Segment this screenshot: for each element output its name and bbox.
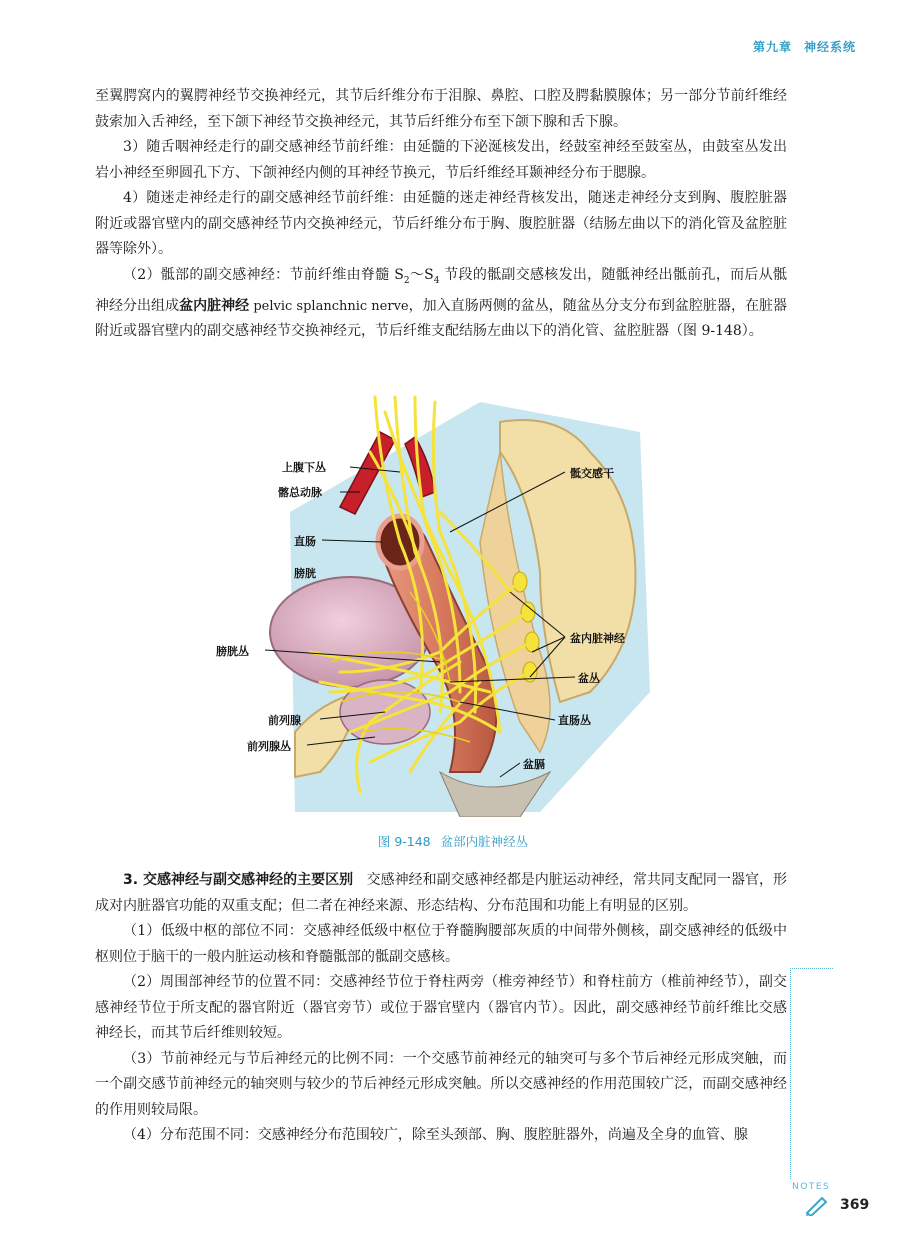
pelvic-plexus-illustration [210,392,700,817]
paragraph [95,263,787,345]
notes-label: NOTES [792,1182,831,1192]
figure-caption [0,832,906,850]
list-item: （2）周围部神经节的位置不同：交感神经节位于脊柱两旁（椎旁神经节）和脊柱前方（椎前神经节），副交感神经节位于所支配的器官附近（器官旁节）或位于器官壁内（器官内节）。因此，副交感神经节前纤维比交感神经长，而其节后纤维则较短。 [95,974,787,1041]
label-vesical-plexus: 膀胱丛 [216,645,249,658]
label-prostatic-plexus: 前列腺丛 [247,740,291,753]
text-run: ～S [409,266,434,283]
label-pelvic-plexus: 盆丛 [578,672,600,685]
subscript: 4 [433,275,440,286]
key-term: 盆内脏神经 [179,297,250,314]
paragraph: 4）随迷走神经走行的副交感神经节前纤维：由延髓的迷走神经背核发出，随迷走神经分支到胸、腹腔脏器附近或器官壁内的副交感神经节内交换神经元，节后纤维分布于胸、腹腔脏器（结肠左曲以下的消化管及盆腔脏器等除外）。 [95,190,787,257]
subscript: 2 [403,275,410,286]
list-item: （4）分布范围不同：交感神经分布范围较广，除至头颈部、胸、腹腔脏器外，尚遍及全身的血管、腺 [123,1127,748,1143]
label-rectal-plexus: 直肠丛 [558,714,591,727]
paragraph: 3）随舌咽神经走行的副交感神经节前纤维：由延髓的下泌涎核发出，经鼓室神经至鼓室丛，由鼓室丛发出岩小神经至卵圆孔下方、下颌神经内侧的耳神经节换元，节后纤维经耳颞神经分布于腮腺。 [95,139,787,181]
text-run: （2）骶部的副交感神经：节前纤维由脊髓 S [123,266,404,283]
label-rectum: 直肠 [294,535,316,548]
label-pelvic-diaphragm: 盆膈 [523,758,545,771]
label-bladder: 膀胱 [294,567,316,580]
label-prostate: 前列腺 [268,714,301,727]
paragraph [95,868,787,919]
chapter-number: 第九章 [752,40,792,54]
section-intro: 交感神经和副交感神经都是内脏运动神经，常共同支配同一器官，形成对内脏器官功能的双重支配；但二者在神经来源、形态结构、分布范围和功能上有明显的区别。 [95,872,788,914]
page-number: 369 [840,1197,870,1213]
text-run: 节段的骶副交感核发出，随骶神经出骶前孔，而后从骶神经分出组成 [95,266,788,314]
text-run: ，加入直肠两侧的盆丛，随盆丛分支分布到盆腔脏器，在脏器附近或器官壁内的副交感神经节交换神经元，节后纤维支配结肠左曲以下的消化管、盆腔脏器（图 9-148）。 [95,297,788,340]
figure-number: 图 9-148 [377,834,431,849]
top-text-block [95,84,787,345]
label-superior-hypogastric-plexus: 上腹下丛 [282,461,326,474]
running-header [741,38,856,55]
section3-text-block [95,868,787,1149]
label-sacral-sympathetic-trunk: 骶交感干 [570,467,614,480]
label-common-iliac-artery: 髂总动脉 [278,486,322,499]
paragraph: 至翼腭窝内的翼腭神经节交换神经元，其节后纤维分布于泪腺、鼻腔、口腔及腭黏膜腺体；另一部分节前纤维经鼓索加入舌神经，至下颌下神经节交换神经元，其节后纤维分布至下颌下腺和舌下腺。 [95,88,787,130]
label-pelvic-splanchnic-nerve: 盆内脏神经 [570,632,625,645]
notes-margin-rail [790,968,833,1179]
list-item: （1）低级中枢的部位不同：交感神经低级中枢位于脊髓胸腰部灰质的中间带外侧核，副交感神经的低级中枢则位于脑干的一般内脏运动核和脊髓骶部的骶副交感核。 [95,923,787,965]
english-term: pelvic splanchnic nerve [249,298,409,314]
pen-icon [804,1194,830,1216]
list-item: （3）节前神经元与节后神经元的比例不同：一个交感节前神经元的轴突可与多个节后神经元形成突触，而一个副交感节前神经元的轴突则与较少的节后神经元形成突触。所以交感神经的作用范围较广泛，而副交感神经的作用则较局限。 [95,1050,787,1118]
section-heading: 3. 交感神经与副交感神经的主要区别 [123,872,354,888]
figure-title: 盆部内脏神经丛 [440,834,529,849]
chapter-title: 神经系统 [803,40,856,54]
